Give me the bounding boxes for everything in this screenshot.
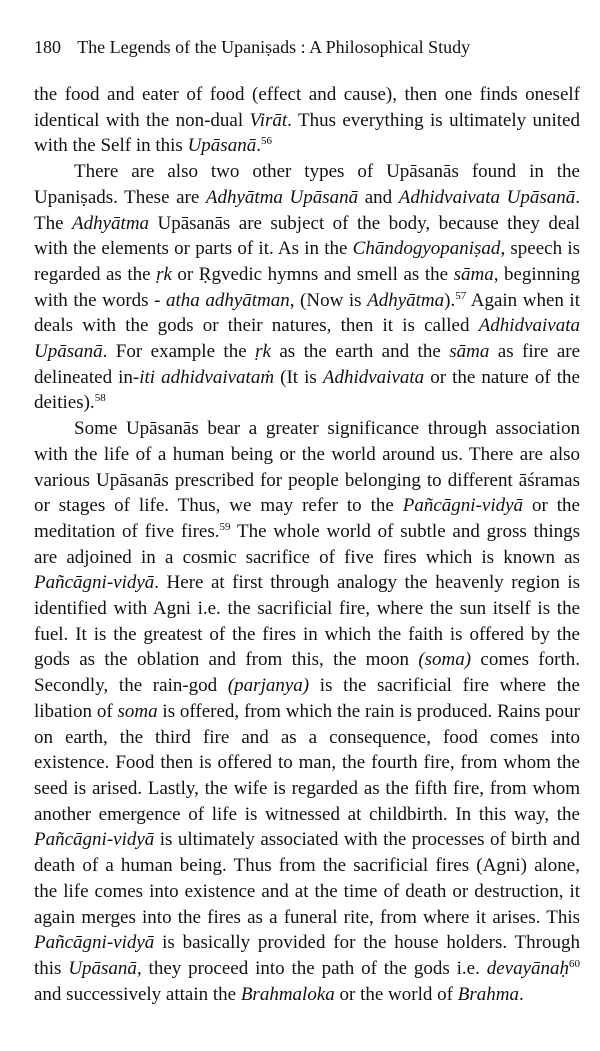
text-run: or Ṛgvedic hymns and smell as the [171, 263, 454, 285]
text-run: There are also two other types of Upāsanās found in the Upaniṣads. These are [34, 161, 580, 208]
text-run: or the world of [334, 983, 458, 1005]
text-run: , they proceed into the path of the gods i.e. [136, 957, 487, 979]
text-run: (It is [274, 366, 323, 388]
text-run: ). [444, 289, 456, 311]
italic-term: Virāt [249, 109, 288, 131]
text-run: . Here at first through analogy the heavenly region is identified with Agni i.e. the sacrificial fire, where the sun itself is the fuel. It is the greatest of the fires in which the faith is offered by the gods as the oblation and from this, the moon [34, 572, 580, 671]
text-run: is offered, from which the rain is produced. Rains pour on earth, the third fire and as a consequence, food comes into existence. Food then is offered to man, the fourth fire, from whom the seed is arised. Lastly, the wife is regarded as the fifth fire, from whom another emergence of life is witnessed at childbirth. In this way, the [34, 700, 580, 825]
italic-term: Upāsanā [68, 957, 137, 979]
text-run: Some Upāsanās bear a greater significance through association with the life of a human being or the world around us. There are also various Upāsanās prescribed for people belonging to different āśramas or stages of life. Thus, we may refer to the [34, 418, 580, 517]
footnote-ref: 57 [455, 289, 467, 302]
italic-term: Pañcāgni-vidyā [34, 829, 155, 851]
footnote-ref: 56 [260, 135, 272, 148]
running-header [34, 36, 574, 58]
text-run: is ultimately associated with the processes of birth and death of a human being. Thus from the sacrificial fires (Agni) alone, the life comes into existence and at the time of death or destruction, it again merges into the fires as a funeral rite, from where it arises. This [34, 829, 580, 928]
text-run: Again when it deals with the gods or their natures, then it is called [34, 289, 580, 337]
italic-term: Pañcāgni-vidyā [402, 495, 524, 517]
italic-term: atha adhyātman [165, 289, 290, 311]
footnote-ref: 58 [94, 392, 106, 405]
italic-term: soma [117, 700, 158, 722]
italic-term: Pañcāgni-vidyā [34, 932, 155, 954]
text-run: or the nature of the deities). [34, 366, 580, 414]
text-run: the food and eater of food (effect and cause), then one finds oneself identical with the non-dual [34, 84, 580, 131]
italic-term: Adhidvaivata Upāsanā [34, 315, 580, 363]
italic-term: Chāndogyopaniṣad [352, 238, 501, 260]
italic-term: (parjanya) [227, 675, 310, 697]
italic-term: Pañcāgni-vidyā [34, 572, 155, 594]
text-run: and successively attain the [34, 983, 241, 1005]
body-text [34, 82, 580, 1007]
footnote-ref: 59 [219, 520, 231, 533]
paragraph [34, 416, 580, 1007]
italic-term: Brahma [457, 983, 519, 1005]
italic-term: sāma [453, 263, 494, 285]
text-run: as fire are delineated in- [34, 341, 581, 388]
text-run: . Thus everything is ultimately united with the Self in this [34, 109, 580, 157]
text-run: . The [34, 186, 581, 234]
text-run: , speech is regarded as the [34, 238, 580, 285]
text-run: . [518, 983, 524, 1005]
text-run: or the meditation of five fires. [34, 495, 580, 542]
italic-term: Adhyātma [367, 289, 445, 311]
italic-term: Brahmaloka [240, 983, 335, 1005]
text-run: is basically provided for the house holders. Through this [34, 932, 580, 979]
italic-term: ṛk [156, 263, 172, 285]
italic-term: iti adhidvaivataṁ [139, 366, 275, 388]
text-run: , beginning with the words - [34, 263, 580, 311]
italic-term: sāma [449, 341, 490, 363]
italic-term: ṛk [255, 341, 271, 363]
italic-term: devayānaḥ [486, 957, 570, 979]
italic-term: Adhyātma [72, 212, 150, 234]
text-run: and [358, 186, 399, 208]
italic-term: Adhidvaivata [322, 366, 425, 388]
text-run: . For example the [102, 341, 256, 363]
italic-term: Adhyātma Upāsanā [205, 186, 359, 208]
paragraph [34, 159, 580, 416]
text-run: is the sacrificial fire where the libation of [34, 675, 580, 722]
italic-term: Upāsanā [187, 135, 257, 157]
running-title: The Legends of the Upaniṣads : A Philosophical Study [77, 37, 471, 57]
italic-term: (soma) [418, 649, 472, 671]
italic-term: Adhidvaivata Upāsanā [398, 186, 576, 208]
text-run: comes forth. Secondly, the rain-god [34, 649, 580, 697]
page-number: 180 [34, 37, 61, 57]
text-run: Upāsanās are subject of the body, because they deal with the elements or parts of it. As in the [34, 212, 580, 260]
text-run: as the earth and the [270, 341, 450, 363]
footnote-ref: 60 [569, 957, 581, 970]
text-run: . [256, 135, 261, 157]
paragraph [34, 82, 580, 159]
text-run: , (Now is [289, 289, 368, 311]
text-run: The whole world of subtle and gross things are adjoined in a cosmic sacrifice of five fires which is known as [34, 520, 581, 568]
